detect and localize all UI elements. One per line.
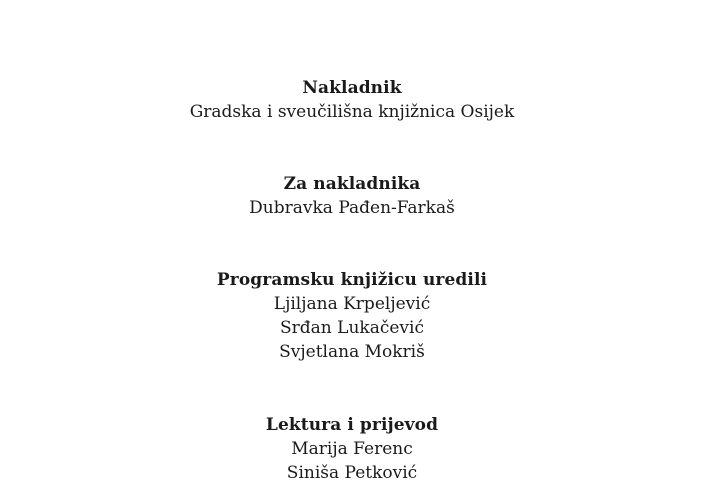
for-publisher-heading: Za nakladnika: [283, 174, 421, 194]
publisher-name: Gradska i sveučilišna knjižnica Osijek: [189, 102, 515, 122]
for-publisher-name: Dubravka Pađen-Farkaš: [249, 198, 455, 218]
publisher-heading: Nakladnik: [302, 78, 402, 98]
editor-name: Svjetlana Mokriš: [279, 342, 425, 362]
editors-heading: Programsku knjižicu uredili: [216, 270, 488, 290]
proofreader-name: Siniša Petković: [286, 463, 418, 483]
editors-section: [0, 268, 704, 364]
editor-name: Ljiljana Krpeljević: [273, 294, 431, 314]
proofreading-heading: Lektura i prijevod: [265, 415, 439, 435]
publisher-section: [0, 76, 704, 124]
proofreading-section: [0, 413, 704, 485]
proofreader-name: Marija Ferenc: [291, 439, 413, 459]
editor-name: Srđan Lukačević: [280, 318, 424, 338]
for-publisher-section: [0, 172, 704, 220]
